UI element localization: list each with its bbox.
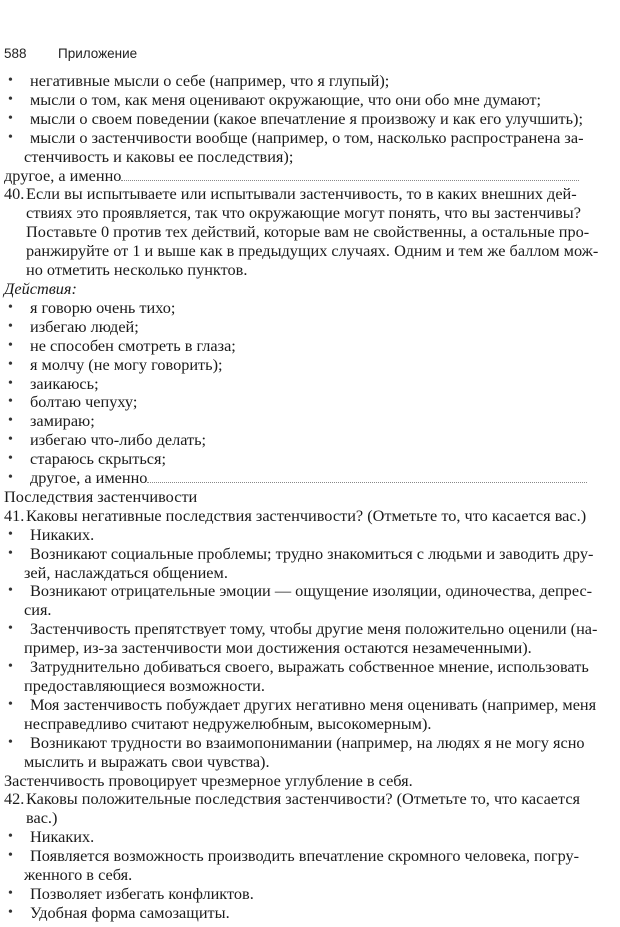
list-item [4,110,600,129]
bullet-icon: • [8,734,13,750]
other-label: другое, а именно [4,165,122,185]
list-item-text: болтаю чепуху; [30,392,138,412]
list-item-text: я говорю очень тихо; [30,297,176,317]
bullet-icon: • [8,659,13,675]
list-item-text: Возникают отрицательные эмоции — ощущение изоляции, одиночества, депрес- [30,581,593,601]
list-item [4,885,600,904]
list-item [4,375,600,394]
list-item-text: замираю; [30,411,95,431]
bullet-icon: • [8,91,13,107]
list-item-text-continued: предоставляющиеся возможности. [24,676,265,695]
bullet-icon: • [8,526,13,542]
list-item-text-continued: стенчивость и каковы ее последствия); [24,146,294,166]
list-item-text: Появляется возможность производить впечатление скромного человека, погру- [30,846,580,866]
bullet-icon: • [8,829,13,845]
list-item-text: Позволяет избегать конфликтов. [30,883,254,903]
fill-in-line[interactable] [121,179,579,181]
list-item-text: я молчу (не могу говорить); [30,354,223,374]
bullet-icon: • [8,413,13,429]
fill-in-line[interactable] [147,481,587,483]
list-item-text: негативные мысли о себе (например, что я глупый); [30,71,390,90]
list-item [4,337,600,356]
list-item [4,582,600,620]
negative-consequences-list [4,526,600,772]
section-heading: Последствия застенчивости [4,486,198,506]
bullet-icon: • [8,394,13,410]
list-item-text-continued: сия. [24,600,52,620]
question-42 [4,790,600,828]
question-text: Каковы положительные последствия застенчивости? (Отметьте то, что касается [26,789,581,809]
list-item [4,72,600,91]
list-item [4,828,600,847]
question-text: ствиях это проявляется, так что окружающие могут понять, что вы застенчивы? [26,203,581,223]
bullet-icon: • [8,621,13,637]
bullet-icon: • [8,337,13,353]
list-item [4,431,600,450]
question-40 [4,185,600,280]
section-title: Приложение [58,46,138,61]
bullet-icon: • [8,583,13,599]
list-item [4,450,600,469]
list-item [4,620,600,658]
list-item [4,696,600,734]
other-field-row [4,167,600,186]
list-item [4,412,600,431]
bullet-icon: • [8,129,13,145]
bullet-icon: • [8,375,13,391]
actions-list [4,299,600,488]
list-item-text-continued: мыслить и выражать свои чувства). [24,751,270,771]
list-item-text: Застенчивость препятствует тому, чтобы другие меня положительно оценили (на- [30,619,598,639]
list-item [4,526,600,545]
list-item [4,904,600,923]
question-41 [4,507,600,526]
question-text: ранжируйте от 1 и выше как в предыдущих случаях. Одним и тем же баллом мож- [26,241,599,261]
bullet-icon: • [8,885,13,901]
list-item-text: Возникают социальные проблемы; трудно знакомиться с людьми и заводить дру- [30,543,594,563]
list-item-text: мысли о том, как меня оценивают окружающие, что они обо мне думают; [30,89,542,109]
thoughts-list [4,72,600,185]
list-item [4,658,600,696]
list-item [4,545,600,583]
bullet-icon: • [8,470,13,486]
list-item [4,734,600,772]
question-text: вас.) [26,808,58,828]
bullet-icon: • [8,73,13,88]
list-item [4,318,600,337]
question-text: Каковы негативные последствия застенчивости? (Отметьте то, что касается вас.) [26,505,587,525]
question-number: 40. [4,184,25,204]
question-number: 42. [4,789,25,809]
list-item [4,299,600,318]
question-number: 41. [4,505,25,525]
bullet-icon: • [8,432,13,448]
trailing-statement: Застенчивость провоцирует чрезмерное углубление в себя. [4,770,413,790]
list-item-text-continued: женного в себя. [24,865,133,885]
list-item [4,129,600,167]
list-item-text: не способен смотреть в глаза; [30,335,236,355]
bullet-icon: • [8,545,13,561]
list-item-text: Никаких. [30,827,95,847]
bullet-icon: • [8,848,13,864]
other-label: другое, а именно [30,468,148,488]
bullet-icon: • [8,318,13,334]
list-item-text: мысли о застенчивости вообще (например, о том, насколько распространена за- [30,127,584,147]
list-item-text: мысли о своем поведении (какое впечатление я произвожу и как его улучшить); [30,108,583,128]
list-item [4,469,600,488]
bullet-icon: • [8,299,13,315]
question-text: Если вы испытываете или испытывали застенчивость, то в каких внешних дей- [26,184,577,204]
list-item-text: стараюсь скрыться; [30,449,167,469]
bullet-icon: • [8,904,13,920]
list-item [4,91,600,110]
list-item-text: Затруднительно добиваться своего, выражать собственное мнение, использовать [30,657,589,677]
list-item-text-continued: пример, из-за застенчивости мои достижения остаются незамеченными). [24,638,532,658]
actions-label: Действия: [4,278,77,298]
bullet-icon: • [8,696,13,712]
question-text: но отметить несколько пунктов. [26,260,248,280]
list-item-text: заикаюсь; [30,373,99,393]
list-item-text: Удобная форма самозащиты. [30,902,230,922]
bullet-icon: • [8,110,13,126]
list-item-text-continued: зей, наслаждаться общением. [24,562,228,582]
list-item-text-continued: несправедливо считают недружелюбным, высокомерным). [24,713,432,733]
list-item [4,847,600,885]
list-item-text: Возникают трудности во взаимопонимании (например, на людях я не могу ясно [30,732,585,752]
page-body [4,72,600,923]
list-item-text: избегаю что-либо делать; [30,430,207,450]
question-text: Поставьте 0 против тех действий, которые вам не свойственны, а остальные про- [26,222,590,242]
positive-consequences-list [4,828,600,923]
list-item-text: избегаю людей; [30,316,139,336]
page-header [4,46,137,61]
list-item-text: Моя застенчивость побуждает других негативно меня оценивать (например, меня [30,694,597,714]
page-number: 588 [4,46,27,61]
list-item [4,393,600,412]
bullet-icon: • [8,451,13,467]
list-item [4,356,600,375]
list-item-text: Никаких. [30,524,95,544]
bullet-icon: • [8,356,13,372]
